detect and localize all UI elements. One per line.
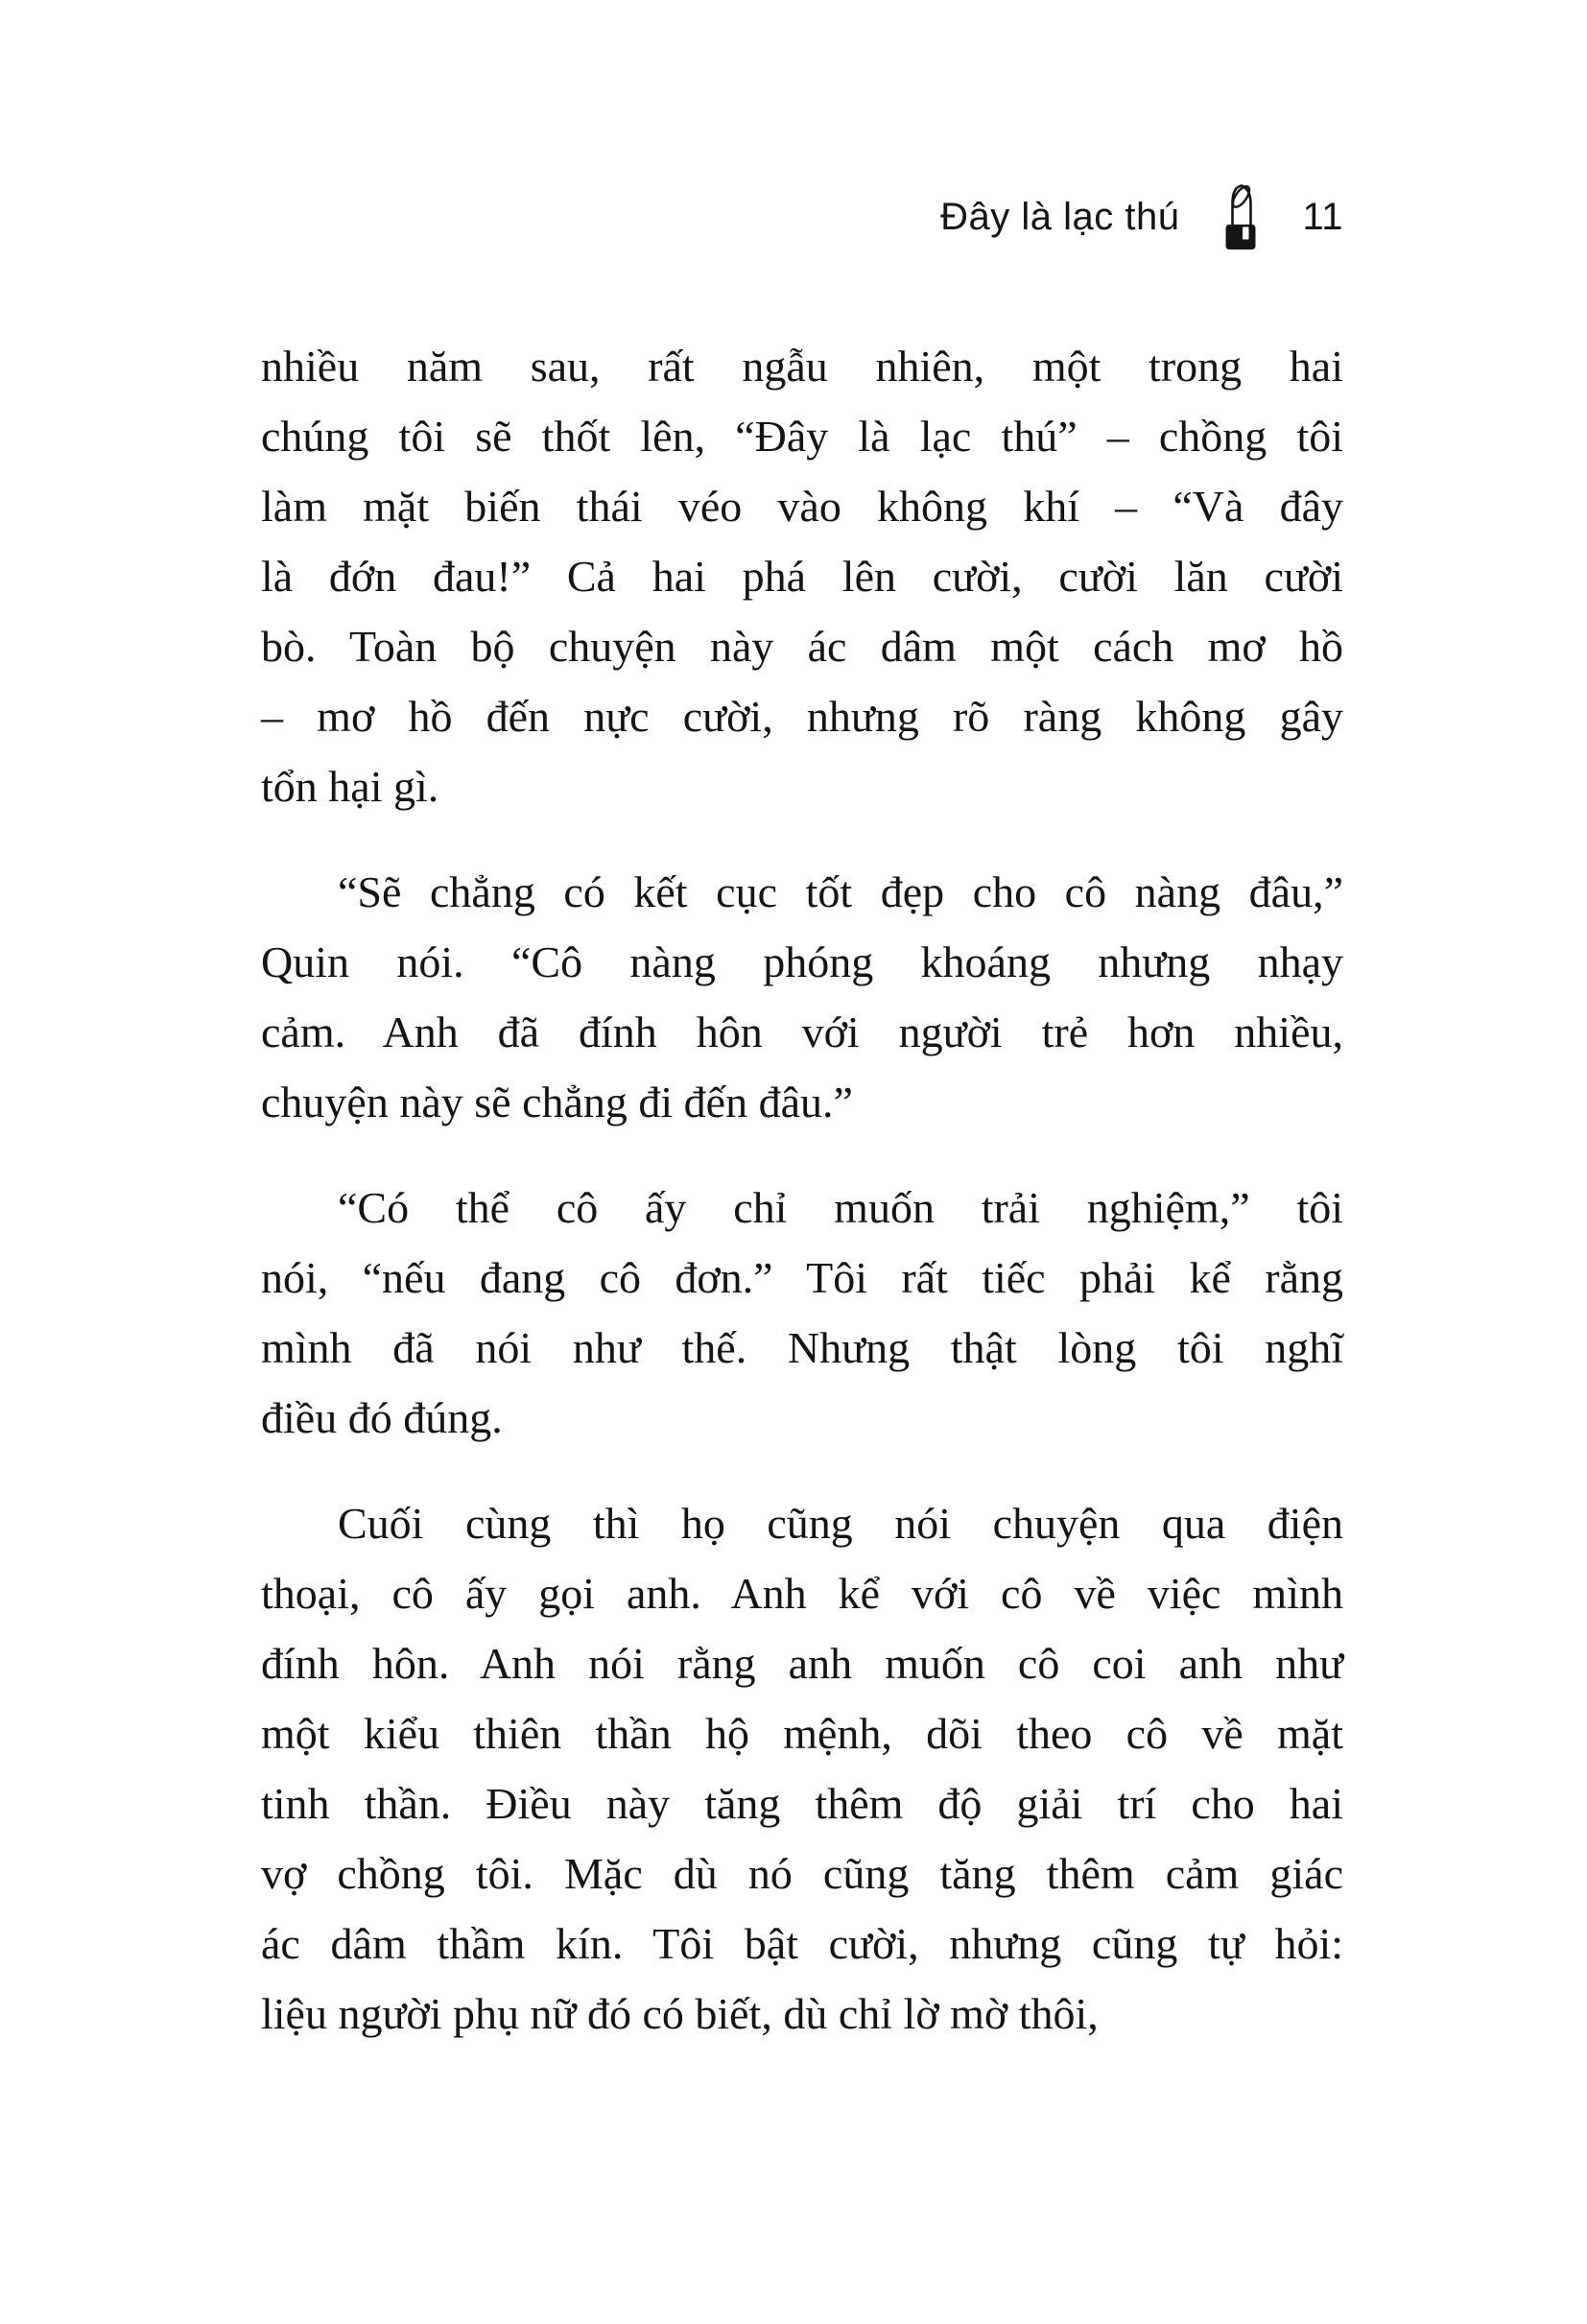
text-line: Quin nói. “Cô nàng phóng khoáng nhưng nhạy bbox=[261, 937, 1343, 986]
text-line: nói, “nếu đang cô đơn.” Tôi rất tiếc phải kể rằng bbox=[261, 1253, 1343, 1302]
text-line: đính hôn. Anh nói rằng anh muốn cô coi anh như bbox=[261, 1639, 1343, 1688]
paragraph bbox=[261, 1173, 1343, 1453]
text-line: chúng tôi sẽ thốt lên, “Đây là lạc thú” – chồng tôi bbox=[261, 412, 1343, 461]
page-body bbox=[261, 331, 1343, 2049]
paragraph bbox=[261, 857, 1343, 1137]
text-line: ác dâm thầm kín. Tôi bật cười, nhưng cũng tự hỏi: bbox=[261, 1919, 1343, 1968]
text-line: tinh thần. Điều này tăng thêm độ giải trí cho hai bbox=[261, 1779, 1343, 1828]
text-line: tổn hại gì. bbox=[261, 762, 439, 811]
text-line: mình đã nói như thế. Nhưng thật lòng tôi nghĩ bbox=[261, 1323, 1343, 1372]
paragraph bbox=[261, 1488, 1343, 2049]
text-line: làm mặt biến thái véo vào không khí – “Và đây bbox=[261, 482, 1343, 531]
running-header bbox=[940, 178, 1343, 255]
text-line: một kiểu thiên thần hộ mệnh, dõi theo cô về mặt bbox=[261, 1709, 1343, 1758]
text-line: thoại, cô ấy gọi anh. Anh kể với cô về việc mình bbox=[261, 1569, 1343, 1618]
running-title: Đây là lạc thú bbox=[940, 195, 1180, 238]
text-line: cảm. Anh đã đính hôn với người trẻ hơn nhiều, bbox=[261, 1008, 1343, 1056]
text-line: “Sẽ chẳng có kết cục tốt đẹp cho cô nàng đâu,” bbox=[338, 867, 1343, 916]
paragraph bbox=[261, 331, 1343, 821]
text-line: bò. Toàn bộ chuyện này ác dâm một cách mơ hồ bbox=[261, 622, 1343, 671]
lipstick-icon bbox=[1223, 182, 1258, 251]
text-line: – mơ hồ đến nực cười, nhưng rõ ràng không gây bbox=[261, 692, 1343, 741]
text-line: chuyện này sẽ chẳng đi đến đâu.” bbox=[261, 1078, 853, 1126]
text-line: Cuối cùng thì họ cũng nói chuyện qua điện bbox=[338, 1499, 1343, 1548]
text-line: điều đó đúng. bbox=[261, 1393, 503, 1442]
text-line: là đớn đau!” Cả hai phá lên cười, cười lăn cười bbox=[261, 552, 1343, 601]
text-line: vợ chồng tôi. Mặc dù nó cũng tăng thêm cảm giác bbox=[261, 1849, 1343, 1898]
page-number: 11 bbox=[1302, 195, 1343, 238]
text-line: “Có thể cô ấy chỉ muốn trải nghiệm,” tôi bbox=[338, 1183, 1343, 1232]
text-line: nhiều năm sau, rất ngẫu nhiên, một trong hai bbox=[261, 342, 1343, 391]
text-line: liệu người phụ nữ đó có biết, dù chỉ lờ mờ thôi, bbox=[261, 1989, 1099, 2038]
